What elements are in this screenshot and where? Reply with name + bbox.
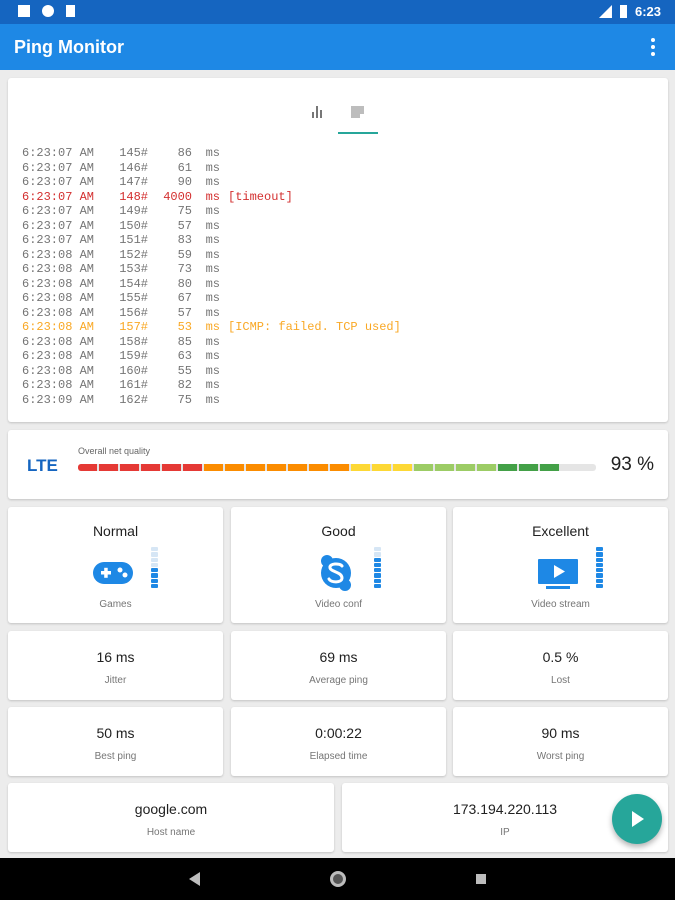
log-unit: ms — [205, 160, 220, 175]
log-note — [220, 306, 228, 320]
log-unit: ms — [205, 233, 220, 247]
quality-segment — [204, 464, 223, 471]
host-name-label: Host name — [146, 827, 196, 838]
log-ms: 75 — [177, 392, 192, 407]
quality-segment — [351, 464, 370, 471]
home-button[interactable] — [330, 871, 346, 887]
log-unit: ms — [205, 334, 220, 349]
log-time: 6:23:08 AM — [22, 291, 95, 305]
video-stream-label: Video stream — [531, 599, 590, 610]
log-note — [220, 349, 228, 363]
log-line — [22, 393, 401, 408]
lost-label: Lost — [551, 675, 570, 686]
log-seq: 161# — [119, 378, 148, 392]
worst-ping-value: 90 ms — [541, 725, 580, 741]
quality-bar — [78, 464, 596, 471]
level-bar — [151, 563, 158, 567]
log-time: 6:23:07 AM — [22, 189, 95, 204]
log-note — [220, 291, 228, 305]
log-seq: 152# — [119, 247, 148, 262]
best-ping-value: 50 ms — [96, 725, 135, 741]
log-time: 6:23:08 AM — [22, 262, 95, 276]
log-ms: 67 — [177, 291, 192, 305]
log-seq: 147# — [119, 175, 148, 189]
gamepad-icon — [93, 555, 133, 591]
level-bar — [596, 563, 603, 567]
level-bar — [596, 568, 603, 572]
log-line — [22, 277, 401, 292]
log-line — [22, 291, 401, 306]
quality-segment — [540, 464, 559, 471]
log-line — [22, 233, 401, 248]
view-tabs — [8, 98, 668, 134]
overflow-menu-button[interactable] — [649, 38, 657, 56]
battery-icon — [620, 5, 627, 18]
lost-value: 0.5 % — [542, 649, 579, 665]
log-ms: 82 — [177, 378, 192, 392]
video-conf-label: Video conf — [314, 599, 363, 610]
quality-segment — [162, 464, 181, 471]
quality-segment — [99, 464, 118, 471]
log-unit: ms — [205, 276, 220, 291]
log-time: 6:23:07 AM — [22, 233, 95, 247]
log-line — [22, 378, 401, 393]
log-line — [22, 262, 401, 277]
log-time: 6:23:08 AM — [22, 247, 95, 262]
quality-segment — [372, 464, 391, 471]
log-note: [ICMP: failed. TCP used] — [228, 320, 401, 334]
log-time: 6:23:09 AM — [22, 392, 95, 407]
quality-segment — [477, 464, 496, 471]
ping-log-card — [8, 78, 668, 422]
app-title: Ping Monitor — [14, 37, 124, 57]
log-note — [220, 393, 228, 407]
start-ping-button[interactable] — [612, 794, 662, 844]
log-time: 6:23:08 AM — [22, 349, 95, 363]
worst-ping-label: Worst ping — [536, 751, 585, 762]
system-nav-bar — [0, 858, 675, 900]
log-ms: 57 — [177, 218, 192, 233]
average-ping-value: 69 ms — [319, 649, 358, 665]
quality-segment — [183, 464, 202, 471]
log-unit: ms — [205, 320, 220, 334]
level-bar — [151, 568, 158, 572]
log-note — [220, 364, 228, 378]
log-note — [220, 161, 228, 175]
log-time: 6:23:07 AM — [22, 204, 95, 218]
quality-segment — [519, 464, 538, 471]
log-time: 6:23:07 AM — [22, 218, 95, 233]
tab-chart[interactable] — [298, 98, 338, 134]
log-seq: 154# — [119, 276, 148, 291]
log-unit: ms — [205, 175, 220, 189]
quality-caption: Overall net quality — [78, 446, 151, 456]
log-seq: 153# — [119, 262, 148, 276]
best-ping-card — [8, 707, 223, 776]
level-bar — [374, 563, 381, 567]
level-bar — [374, 558, 381, 562]
games-level-meter — [151, 547, 158, 589]
log-unit: ms — [205, 204, 220, 218]
quality-percent: 93 % — [610, 454, 654, 475]
log-ms: 4000 — [163, 189, 192, 204]
log-seq: 160# — [119, 363, 148, 378]
skype-icon — [316, 555, 356, 591]
net-quality-card — [8, 430, 668, 499]
jitter-label: Jitter — [104, 675, 127, 686]
level-bar — [596, 558, 603, 562]
log-line — [22, 320, 401, 335]
log-seq: 157# — [119, 320, 148, 334]
log-note — [220, 248, 228, 262]
signal-icon — [599, 5, 612, 18]
level-bar — [374, 552, 381, 556]
log-seq: 156# — [119, 305, 148, 320]
quality-segment — [435, 464, 454, 471]
lost-card — [453, 631, 668, 700]
log-unit: ms — [205, 378, 220, 392]
quality-segment — [309, 464, 328, 471]
log-line — [22, 161, 401, 176]
log-line — [22, 335, 401, 350]
quality-segment — [330, 464, 349, 471]
log-time: 6:23:08 AM — [22, 378, 95, 392]
log-seq: 150# — [119, 218, 148, 233]
games-label: Games — [99, 599, 132, 610]
log-line — [22, 219, 401, 234]
video-conf-level-meter — [374, 547, 381, 589]
quality-segment — [498, 464, 517, 471]
network-type: LTE — [27, 456, 58, 475]
elapsed-time-value: 0:00:22 — [315, 725, 362, 741]
level-bar — [374, 547, 381, 551]
monitor-play-icon — [538, 555, 578, 591]
level-bar — [374, 584, 381, 588]
log-line — [22, 190, 401, 205]
log-ms: 61 — [177, 160, 192, 175]
log-time: 6:23:07 AM — [22, 146, 95, 160]
level-bar — [596, 579, 603, 583]
level-bar — [374, 573, 381, 577]
notification-image-icon — [18, 5, 30, 17]
quality-segment — [456, 464, 475, 471]
log-time: 6:23:07 AM — [22, 175, 95, 189]
status-time: 6:23 — [634, 4, 661, 19]
elapsed-time-label: Elapsed time — [309, 751, 368, 762]
log-seq: 149# — [119, 204, 148, 218]
log-ms: 75 — [177, 204, 192, 218]
log-line — [22, 364, 401, 379]
log-note — [220, 219, 228, 233]
more-vert-icon — [651, 38, 655, 42]
recent-apps-button[interactable] — [476, 874, 486, 884]
log-note — [220, 146, 228, 160]
best-ping-label: Best ping — [94, 751, 137, 762]
notification-icons — [18, 5, 75, 17]
log-time: 6:23:08 AM — [22, 363, 95, 378]
system-icons — [599, 4, 661, 19]
average-ping-label: Average ping — [309, 675, 368, 686]
quality-segment — [414, 464, 433, 471]
log-unit: ms — [205, 349, 220, 363]
log-ms: 80 — [177, 276, 192, 291]
log-time: 6:23:07 AM — [22, 160, 95, 175]
video-stream-rating-card — [453, 507, 668, 623]
log-note — [220, 175, 228, 189]
level-bar — [596, 573, 603, 577]
log-note — [220, 204, 228, 218]
quality-segment — [246, 464, 265, 471]
video-conf-rating: Good — [321, 523, 356, 539]
log-unit: ms — [205, 189, 220, 204]
log-unit: ms — [205, 247, 220, 262]
log-line — [22, 349, 401, 364]
level-bar — [151, 573, 158, 577]
level-bar — [151, 558, 158, 562]
log-unit: ms — [205, 218, 220, 233]
log-ms: 85 — [177, 334, 192, 349]
log-seq: 158# — [119, 334, 148, 349]
jitter-value: 16 ms — [96, 649, 135, 665]
notification-sync-icon — [42, 5, 54, 17]
log-time: 6:23:08 AM — [22, 305, 95, 320]
log-unit: ms — [205, 291, 220, 305]
log-seq: 162# — [119, 392, 148, 407]
level-bar — [151, 579, 158, 583]
log-unit: ms — [205, 305, 220, 320]
log-note — [220, 335, 228, 349]
video-conf-rating-card — [231, 507, 446, 623]
tab-log[interactable] — [338, 98, 378, 134]
quality-segment — [225, 464, 244, 471]
quality-segment — [288, 464, 307, 471]
video-stream-rating: Excellent — [532, 523, 589, 539]
app-bar — [0, 24, 675, 70]
ping-log-list — [22, 146, 401, 407]
level-bar — [151, 547, 158, 551]
log-time: 6:23:08 AM — [22, 334, 95, 349]
elapsed-time-card — [231, 707, 446, 776]
host-name-card[interactable] — [8, 783, 334, 852]
bar-chart-icon — [311, 106, 325, 118]
back-button[interactable] — [189, 872, 200, 886]
log-line — [22, 306, 401, 321]
level-bar — [596, 552, 603, 556]
log-ms: 59 — [177, 247, 192, 262]
log-ms: 90 — [177, 175, 192, 189]
ip-label: IP — [500, 827, 510, 838]
log-ms: 63 — [177, 349, 192, 363]
worst-ping-card — [453, 707, 668, 776]
quality-segment — [141, 464, 160, 471]
quality-segment — [267, 464, 286, 471]
host-name-value: google.com — [134, 801, 208, 817]
log-seq: 148# — [119, 189, 148, 204]
games-rating-card — [8, 507, 223, 623]
status-bar — [0, 0, 675, 24]
level-bar — [151, 552, 158, 556]
quality-segment — [120, 464, 139, 471]
log-ms: 83 — [177, 233, 192, 247]
quality-segment — [393, 464, 412, 471]
log-seq: 155# — [119, 291, 148, 305]
log-note — [220, 277, 228, 291]
video-stream-level-meter — [596, 547, 603, 589]
level-bar — [151, 584, 158, 588]
level-bar — [374, 579, 381, 583]
level-bar — [596, 584, 603, 588]
log-note — [220, 262, 228, 276]
log-unit: ms — [205, 262, 220, 276]
log-note — [220, 233, 228, 247]
log-line — [22, 175, 401, 190]
average-ping-card — [231, 631, 446, 700]
log-time: 6:23:08 AM — [22, 276, 95, 291]
log-seq: 159# — [119, 349, 148, 363]
log-ms: 53 — [177, 320, 192, 334]
log-time: 6:23:08 AM — [22, 320, 95, 334]
log-seq: 145# — [119, 146, 148, 160]
log-unit: ms — [205, 363, 220, 378]
log-ms: 55 — [177, 363, 192, 378]
ip-value: 173.194.220.113 — [452, 801, 558, 817]
note-icon — [351, 106, 364, 118]
log-line — [22, 248, 401, 263]
log-line — [22, 146, 401, 161]
log-unit: ms — [205, 392, 220, 407]
log-note — [220, 378, 228, 392]
log-note: [timeout] — [228, 189, 293, 204]
log-seq: 151# — [119, 233, 148, 247]
log-seq: 146# — [119, 160, 148, 175]
log-unit: ms — [205, 146, 220, 160]
notification-sd-icon — [66, 5, 75, 17]
jitter-card — [8, 631, 223, 700]
log-ms: 86 — [177, 146, 192, 160]
log-ms: 57 — [177, 305, 192, 320]
quality-segment — [78, 464, 97, 471]
log-line — [22, 204, 401, 219]
games-rating: Normal — [92, 523, 139, 539]
level-bar — [374, 568, 381, 572]
level-bar — [596, 547, 603, 551]
log-ms: 73 — [177, 262, 192, 276]
